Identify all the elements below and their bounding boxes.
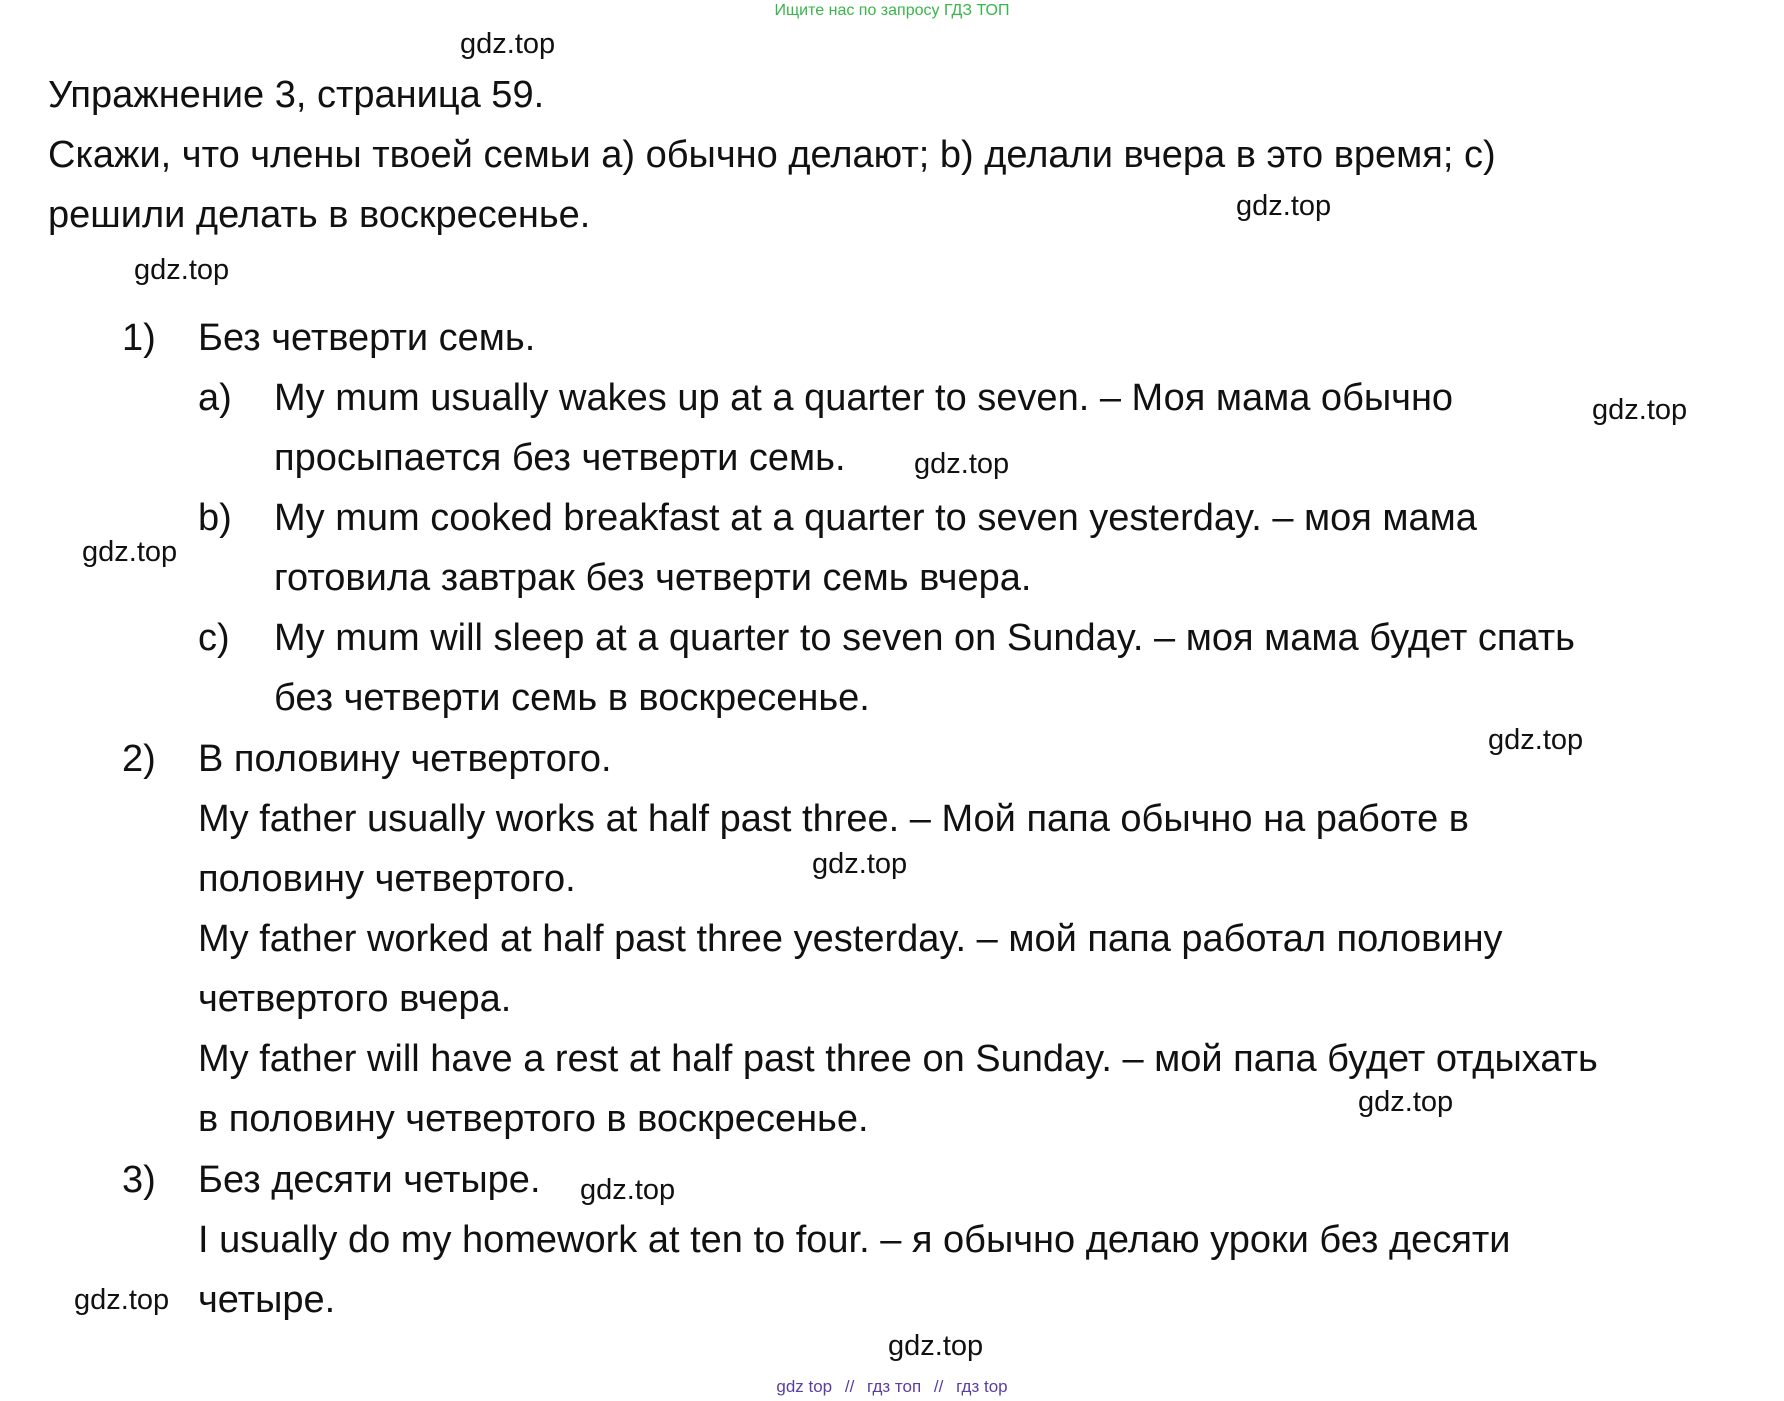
footer-link[interactable]: гдз top <box>956 1377 1008 1396</box>
watermark: gdz.top <box>1358 1086 1454 1118</box>
item-line: My father worked at half past three yesterday. – мой папа работал половину <box>198 918 1503 960</box>
item-line: My father will have a rest at half past three on Sunday. – мой папа будет отдыхать <box>198 1038 1598 1080</box>
watermark: gdz.top <box>1488 724 1584 756</box>
watermark: gdz.top <box>580 1174 676 1206</box>
item-number: 2) <box>122 738 156 780</box>
subitem-letter: c) <box>198 617 230 659</box>
watermark: gdz.top <box>1236 190 1332 222</box>
task-line-1: Скажи, что члены твоей семьи a) обычно делают; b) делали вчера в это время; c) <box>48 134 1496 176</box>
subitem-line: My mum usually wakes up at a quarter to seven. – Моя мама обычно <box>274 377 1454 419</box>
subitem-line: без четверти семь в воскресенье. <box>274 677 870 719</box>
footer-link[interactable]: гдз топ <box>867 1377 922 1396</box>
watermark: gdz.top <box>74 1284 170 1316</box>
subitem-letter: b) <box>198 497 232 539</box>
item-line: My father usually works at half past three. – Мой папа обычно на работе в <box>198 798 1469 840</box>
watermark: gdz.top <box>914 448 1010 480</box>
footer <box>0 1376 1784 1398</box>
footer-link[interactable]: gdz top <box>776 1377 833 1396</box>
watermark: gdz.top <box>812 848 908 880</box>
subitem-letter: a) <box>198 377 232 419</box>
item-heading: В половину четвертого. <box>198 738 612 780</box>
item-line: четыре. <box>198 1279 336 1321</box>
item-heading: Без четверти семь. <box>198 317 536 359</box>
subitem-line: My mum cooked breakfast at a quarter to seven yesterday. – моя мама <box>274 497 1477 539</box>
item-number: 3) <box>122 1159 156 1201</box>
item-heading: Без десяти четыре. <box>198 1159 541 1201</box>
item-line: в половину четвертого в воскресенье. <box>198 1098 869 1140</box>
subitem-line: просыпается без четверти семь. <box>274 437 846 479</box>
top-banner: Ищите нас по запросу ГДЗ ТОП <box>774 2 1010 19</box>
task-line-2: решили делать в воскресенье. <box>48 194 591 236</box>
item-line: половину четвертого. <box>198 858 576 900</box>
watermark: gdz.top <box>1592 394 1688 426</box>
item-number: 1) <box>122 317 156 359</box>
watermark: gdz.top <box>134 254 230 286</box>
watermark: gdz.top <box>888 1330 984 1362</box>
item-line: I usually do my homework at ten to four. – я обычно делаю уроки без десяти <box>198 1219 1511 1261</box>
footer-separator: // <box>933 1377 944 1396</box>
item-line: четвертого вчера. <box>198 978 512 1020</box>
watermark: gdz.top <box>460 28 556 60</box>
watermark: gdz.top <box>82 536 178 568</box>
footer-separator: // <box>844 1377 855 1396</box>
subitem-line: My mum will sleep at a quarter to seven on Sunday. – моя мама будет спать <box>274 617 1575 659</box>
exercise-title: Упражнение 3, страница 59. <box>48 74 545 116</box>
subitem-line: готовила завтрак без четверти семь вчера. <box>274 557 1032 599</box>
